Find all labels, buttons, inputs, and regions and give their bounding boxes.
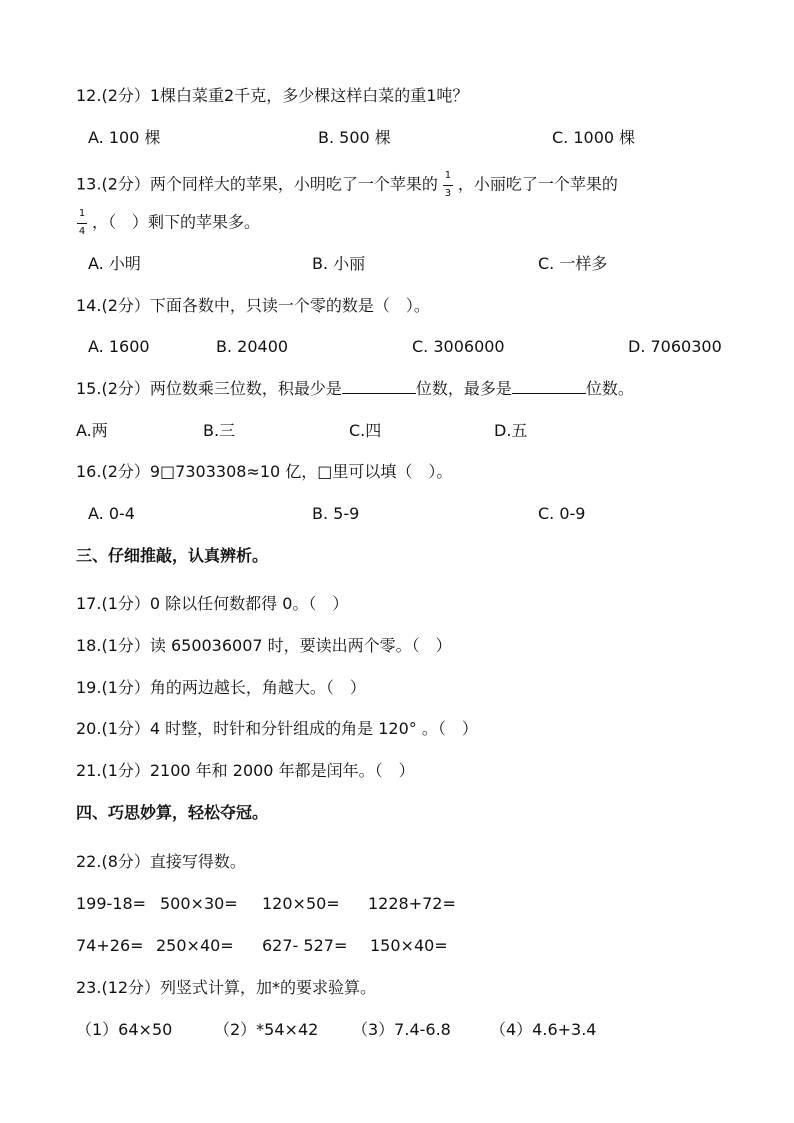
question-20: 20.(1分）4 时整，时针和分针组成的角是 120° 。（ ） [76, 719, 478, 738]
calc-item: 500×30= [160, 894, 238, 913]
q16-option-c: C. 0-9 [538, 504, 586, 523]
fraction-one-quarter [76, 208, 88, 238]
q14-option-d: D. 7060300 [628, 337, 722, 356]
question-14: 14.(2分）下面各数中，只读一个零的数是（ ）。 [76, 296, 430, 315]
fraction-numerator: 1 [444, 170, 452, 181]
calc-item: 74+26= [76, 936, 144, 955]
q16-option-b: B. 5-9 [312, 504, 360, 523]
question-18: 18.(1分）读 650036007 时，要读出两个零。（ ） [76, 636, 452, 655]
question-13-line1 [76, 170, 618, 200]
q16-option-a: A. 0-4 [88, 504, 135, 523]
answer-blank [512, 379, 586, 394]
q15-option-d: D.五 [494, 421, 528, 440]
q12-option-c: C. 1000 棵 [552, 128, 636, 147]
calc-item: 627- 527= [262, 936, 348, 955]
q13-prefix: 13.(2分）两个同样大的苹果，小明吃了一个苹果的 [76, 174, 438, 194]
q15-option-c: C.四 [349, 421, 382, 440]
section-heading-3: 三、仔细推敲，认真辨析。 [76, 546, 269, 565]
fraction-numerator: 1 [78, 208, 86, 219]
q15-part2: 位数，最多是 [415, 379, 512, 398]
fraction-denominator: 4 [78, 226, 86, 237]
answer-blank [342, 379, 416, 394]
q13-suffix: ，（ ）剩下的苹果多。 [92, 212, 261, 232]
q13-middle: ，小丽吃了一个苹果的 [457, 174, 618, 194]
fraction-bar [77, 223, 87, 224]
q13-option-b: B. 小丽 [312, 254, 366, 273]
q14-option-c: C. 3006000 [412, 337, 505, 356]
fraction-denominator: 3 [444, 188, 452, 199]
question-13-line2 [72, 208, 260, 238]
calc-item: 199-18= [76, 894, 147, 913]
fraction-one-third [442, 170, 454, 200]
q13-option-a: A. 小明 [88, 254, 141, 273]
calc-item: 1228+72= [368, 894, 456, 913]
q12-option-a: A. 100 棵 [88, 128, 161, 147]
fraction-bar [443, 185, 453, 186]
question-23: 23.(12分）列竖式计算，加*的要求验算。 [76, 978, 377, 997]
q14-option-a: A. 1600 [88, 337, 150, 356]
calc-item: 120×50= [262, 894, 340, 913]
question-16: 16.(2分）9□7303308≈10 亿，□里可以填（ ）。 [76, 462, 453, 481]
question-21: 21.(1分）2100 年和 2000 年都是闰年。（ ） [76, 761, 415, 780]
vertical-calc-item: （2）*54×42 [214, 1020, 319, 1039]
calc-item: 250×40= [156, 936, 234, 955]
q15-part3: 位数。 [585, 379, 634, 398]
calc-item: 150×40= [370, 936, 448, 955]
q15-part1: 15.(2分）两位数乘三位数，积最少是 [76, 379, 342, 398]
vertical-calc-item: （3）7.4-6.8 [352, 1020, 451, 1039]
q15-option-a: A.两 [76, 421, 108, 440]
question-17: 17.(1分）0 除以任何数都得 0。（ ） [76, 594, 349, 613]
q14-option-b: B. 20400 [216, 337, 289, 356]
question-19: 19.(1分）角的两边越长，角越大。（ ） [76, 678, 366, 697]
vertical-calc-item: （4）4.6+3.4 [490, 1020, 597, 1039]
question-22: 22.(8分）直接写得数。 [76, 852, 246, 871]
q15-option-b: B.三 [203, 421, 236, 440]
question-15 [76, 379, 634, 399]
section-heading-4: 四、巧思妙算，轻松夺冠。 [76, 803, 269, 822]
q12-option-b: B. 500 棵 [318, 128, 391, 147]
vertical-calc-item: （1）64×50 [76, 1020, 173, 1039]
q13-option-c: C. 一样多 [538, 254, 608, 273]
question-12: 12.(2分）1棵白菜重2千克，多少棵这样白菜的重1吨？ [76, 86, 469, 105]
